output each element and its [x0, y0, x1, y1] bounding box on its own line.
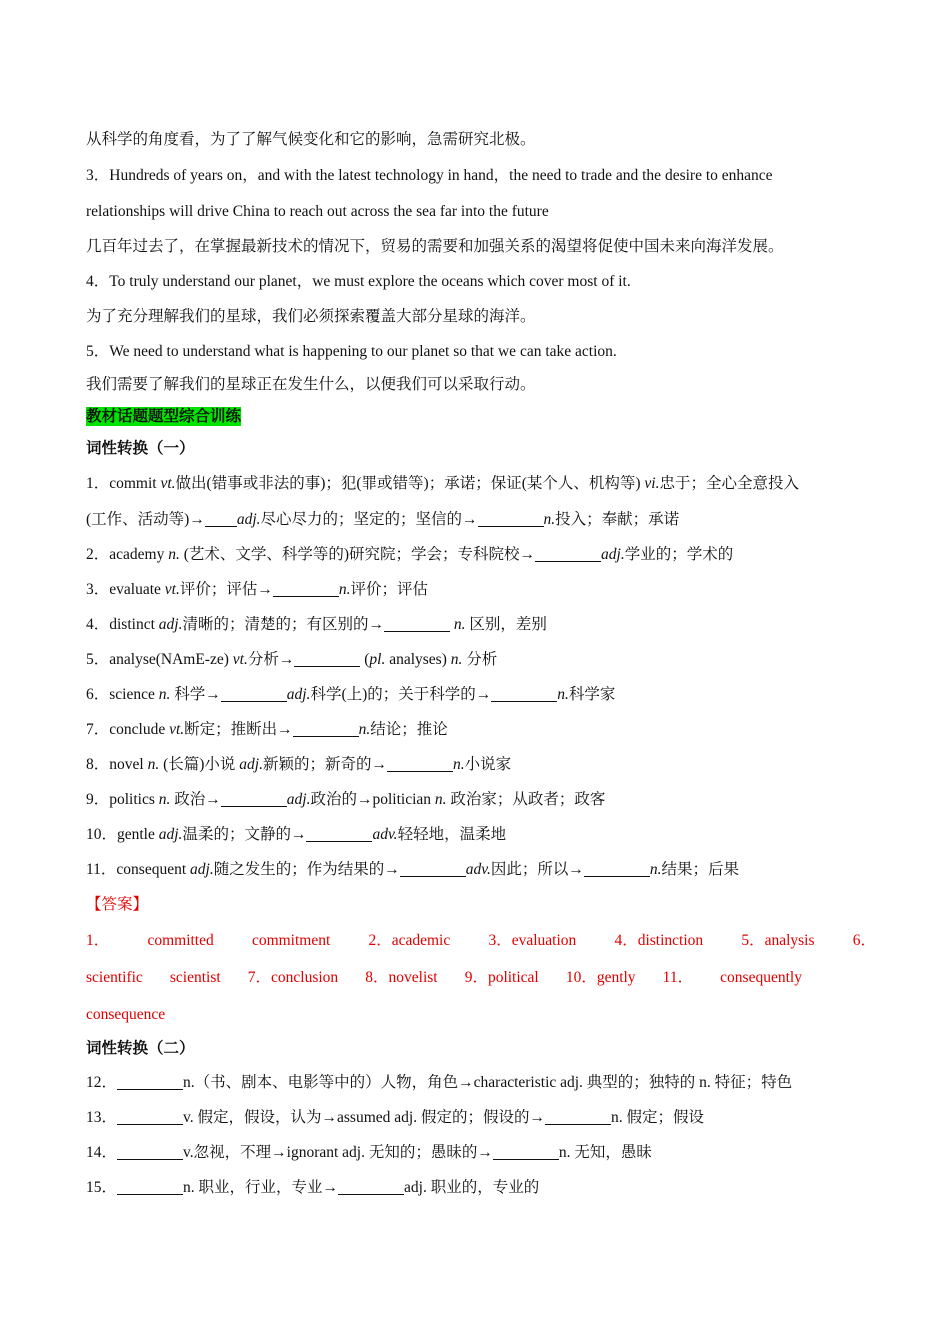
passage-line: 几百年过去了，在掌握最新技术的情况下，贸易的需要和加强关系的渴望将促使中国未来向海洋发展。 — [86, 238, 784, 255]
answer-blank[interactable] — [117, 1107, 183, 1125]
question-1-cont: (工作、活动等)→ adj.尽心尽力的；坚定的；坚信的→ n.投入；奉献；承诺 — [86, 502, 876, 537]
answer-blank[interactable] — [387, 754, 453, 772]
question-4: 4．distinct adj.清晰的；清楚的；有区别的→ n. 区别，差别 — [86, 607, 876, 642]
question-13: 13． v. 假定，假设，认为→assumed adj. 假定的；假设的→ n. 假定；假设 — [86, 1100, 876, 1135]
passage-line: 为了充分理解我们的星球，我们必须探索覆盖大部分星球的海洋。 — [86, 308, 536, 325]
answer-blank[interactable] — [221, 684, 287, 702]
answer-blank[interactable] — [205, 509, 237, 527]
answer-blank[interactable] — [400, 859, 466, 877]
answer-blank[interactable] — [493, 1142, 559, 1160]
answer-blank[interactable] — [221, 789, 287, 807]
question-6: 6．science n. 科学→ adj.科学(上)的；关于科学的→ n.科学家 — [86, 677, 876, 712]
part2-title: 词性转换（二） — [86, 1040, 195, 1057]
answer-blank[interactable] — [306, 824, 372, 842]
answer-blank[interactable] — [117, 1072, 183, 1090]
question-10: 10．gentle adj.温柔的；文静的→ adv.轻轻地，温柔地 — [86, 817, 876, 852]
answer-blank[interactable] — [491, 684, 557, 702]
answer-blank[interactable] — [384, 614, 450, 632]
document-page — [86, 122, 876, 1205]
answer-blank[interactable] — [294, 649, 360, 667]
section-title: 教材话题题型综合训练 — [86, 408, 242, 425]
question-15: 15． n. 职业，行业，专业→ adj. 职业的，专业的 — [86, 1170, 876, 1205]
answer-row-3: consequence — [86, 1006, 166, 1023]
question-2: 2．academy n. (艺术、文学、科学等的)研究院；学会；专科院校→ adj.学业的；学术的 — [86, 537, 876, 572]
question-1: 1．commit vt.做出(错事或非法的事)；犯(罪或错等)；承诺；保证(某个人、机构等) vi.忠于；全心全意投入 — [86, 475, 799, 492]
question-11: 11．consequent adj.随之发生的；作为结果的→ adv.因此；所以→ n.结果；后果 — [86, 852, 876, 887]
question-3: 3．evaluate vt.评价；评估→ n.评价；评估 — [86, 572, 876, 607]
answer-blank[interactable] — [117, 1177, 183, 1195]
passage-line: 5．We need to understand what is happening to our planet so that we can take action. — [86, 343, 617, 360]
part1-title: 词性转换（一） — [86, 440, 195, 457]
answer-blank[interactable] — [535, 544, 601, 562]
question-12: 12． n.（书、剧本、电影等中的）人物，角色→characteristic adj. 典型的；独特的 n. 特征；特色 — [86, 1065, 876, 1100]
passage-line: relationships will drive China to reach out across the sea far into the future — [86, 203, 549, 220]
question-7: 7．conclude vt.断定；推断出→ n.结论；推论 — [86, 712, 876, 747]
question-14: 14． v.忽视，不理→ignorant adj. 无知的；愚昧的→ n. 无知，愚昧 — [86, 1135, 876, 1170]
passage-line: 我们需要了解我们的星球正在发生什么，以便我们可以采取行动。 — [86, 376, 536, 393]
answer-row-2: scientific scientist 7．conclusion 8．novelist 9．political 10．gently 11． consequently — [86, 969, 802, 986]
question-9: 9．politics n. 政治→ adj.政治的→politician n. 政治家；从政者；政客 — [86, 782, 876, 817]
question-5: 5．analyse(NAmE-ze) vt.分析→ (pl. analyses) n. 分析 — [86, 642, 876, 677]
answer-blank[interactable] — [545, 1107, 611, 1125]
answer-label: 【答案】 — [86, 896, 149, 913]
answer-blank[interactable] — [273, 579, 339, 597]
passage-line: 3．Hundreds of years on，and with the latest technology in hand，the need to trade and the desire to enhance — [86, 167, 773, 184]
answer-blank[interactable] — [584, 859, 650, 877]
question-8: 8．novel n. (长篇)小说 adj.新颖的；新奇的→ n.小说家 — [86, 747, 876, 782]
answer-blank[interactable] — [117, 1142, 183, 1160]
passage-line: 4．To truly understand our planet，we must explore the oceans which cover most of it. — [86, 273, 631, 290]
answer-blank[interactable] — [293, 719, 359, 737]
answer-row-1: 1． committed commitment 2．academic 3．evaluation 4．distinction 5．analysis 6． — [86, 932, 876, 949]
answer-blank[interactable] — [478, 509, 544, 527]
section-title-row — [86, 401, 876, 433]
answer-blank[interactable] — [338, 1177, 404, 1195]
passage-line: 从科学的角度看，为了了解气候变化和它的影响，急需研究北极。 — [86, 131, 536, 148]
